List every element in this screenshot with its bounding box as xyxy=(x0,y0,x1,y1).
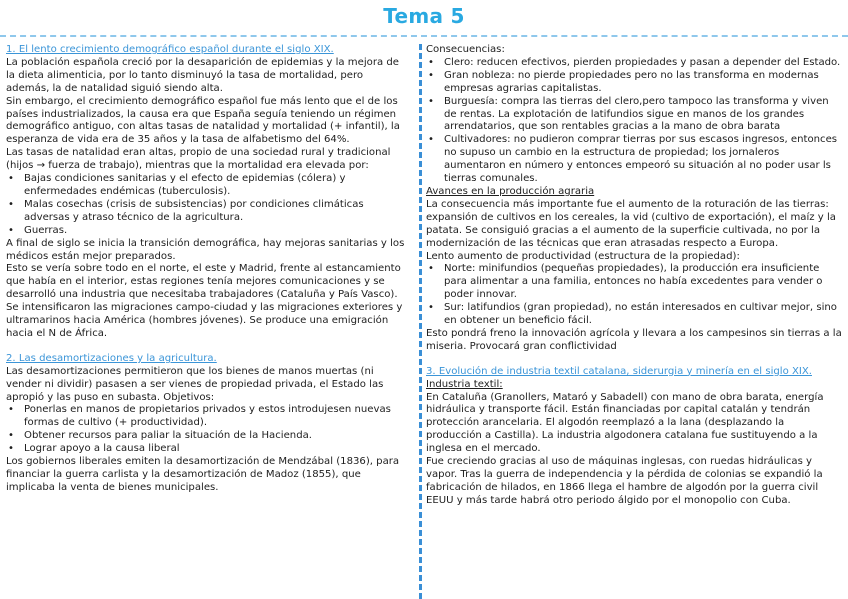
s2-goals-list xyxy=(6,404,409,456)
avances-paragraph-2: Lento aumento de productividad (estructura de la propiedad): xyxy=(426,250,740,262)
s1-paragraph-6: Se intensificaron las migraciones campo-ciudad y las migraciones exteriores y ultramarinos hacia América (hombres jóvenes). Se produce una emigración hacia el N de África. xyxy=(6,302,403,339)
s3-paragraph-1: En Cataluña (Granollers, Mataró y Sabadell) con mano de obra barata, energía hidráulica y transporte fácil. Están financiadas por capital catalán y tendrán protección arancelaria. El algodón reemplazó a la lana (desplazando la producción a Castilla). La industria algodonera catalana fue sustituyendo a la inglesa en el mercado. xyxy=(426,391,824,455)
consequences-list xyxy=(426,57,842,186)
section-3-heading: 3. Evolución de industria textil catalana, siderurgia y minería en el siglo XIX. xyxy=(426,365,812,377)
list-item: • Ponerlas en manos de propietarios privados y estos introdujesen nuevas formas de cultivo (+ productividad). xyxy=(6,404,409,430)
list-item: • Malas cosechas (crisis de subsistencias) por condiciones climáticas adversas y atraso técnico de la agricultura. xyxy=(6,199,409,225)
avances-paragraph-3: Esto pondrá freno la innovación agrícola y llevara a los campesinos sin tierras a la miseria. Provocará gran conflictividad xyxy=(426,327,842,352)
s1-causes-list xyxy=(6,173,409,238)
list-item: • Burguesía: compra las tierras del clero,pero tampoco las transforma y viven de rentas. La explotación de latifundios sigue en manos de los grandes arrendatarios, que son rentables gracias a la mano de obra barata xyxy=(426,96,842,135)
s3-paragraph-2: Fue creciendo gracias al uso de máquinas inglesas, con ruedas hidráulicas y vapor. Tras la guerra de independencia y la pérdida de colonias se expandió la fabricación de hilados, en 1866 llega el hambre de algodón por la guerra civil EEUU y más tarde habrá otro periodo álgido por el monopolio con Cuba. xyxy=(426,456,823,506)
avances-list xyxy=(426,263,842,328)
right-column xyxy=(426,44,842,508)
title-divider xyxy=(0,35,848,37)
s2-paragraph-2: Los gobiernos liberales emiten la desamortización de Mendzábal (1836), para financiar la guerra carlista y la desamortización de Madoz (1855), que implicaba la venta de bienes municipales. xyxy=(6,456,400,493)
page-title: Tema 5 xyxy=(383,4,465,28)
s2-paragraph-1: Las desamortizaciones permitieron que los bienes de manos muertas (ni vender ni dividir) pasasen a ser vienes de propiedad privada, el Estado las apropió y las puso en subasta. Objetivos: xyxy=(6,365,384,403)
s1-paragraph-5: Esto se vería sobre todo en el norte, el este y Madrid, frente al estancamiento que había en el interior, estas regiones tenía mejores comunicaciones y se desarrolló una industria que necesitaba trabajadores (Cataluña y País Vasco). xyxy=(6,263,401,301)
spacer xyxy=(426,354,842,366)
list-item: • Obtener recursos para paliar la situación de la Hacienda. xyxy=(6,430,409,443)
consequences-label: Consecuencias: xyxy=(426,44,505,55)
section-1-heading: 1. El lento crecimiento demográfico español durante el siglo XIX. xyxy=(6,44,334,55)
industria-textil-subheading: Industria textil: xyxy=(426,378,503,390)
avances-paragraph-1: La consecuencia más importante fue el aumento de la roturación de las tierras: expansión de cultivos en los cereales, la vid (cultivo de exportación), el maíz y la patata. Se consiguió gracias a el aumento de la superficie cultivada, no por la modernización de las técnicas que eran atrasadas respecto a Europa. xyxy=(426,198,836,249)
avances-heading: Avances en la producción agraria xyxy=(426,185,595,197)
list-item: • Norte: minifundios (pequeñas propiedades), la producción era insuficiente para alimentar a una familia, entonces no había excedentes para vender o poder innovar. xyxy=(426,263,842,302)
column-divider xyxy=(419,44,422,599)
s1-paragraph-2: Sin embargo, el crecimiento demográfico español fue más lento que el de los países industrializados, la causa era que España seguía teniendo un régimen demográfico antiguo, con altas tasas de natalidad y mortalidad (+ infantil), la esperanza de vida era de 35 años y la tasa de alfabetismo del 64%. xyxy=(6,95,400,146)
section-2-heading: 2. Las desamortizaciones y la agricultura. xyxy=(6,352,217,364)
s1-paragraph-4: A final de siglo se inicia la transición demográfica, hay mejoras sanitarias y los médicos están mejor preparados. xyxy=(6,237,405,262)
list-item: • Gran nobleza: no pierde propiedades pero no las transforma en modernas empresas agrarias capitalistas. xyxy=(426,70,842,96)
s1-paragraph-1: La población española creció por la desaparición de epidemias y la mejora de la dieta alimenticia, por lo tanto disminuyó la tasa de mortalidad, pero además, la de natalidad siguió siendo alta. xyxy=(6,56,399,94)
left-column xyxy=(6,44,409,495)
list-item: • Lograr apoyo a la causa liberal xyxy=(6,443,409,456)
list-item: • Bajas condiciones sanitarias y el efecto de epidemias (cólera) y enfermedades endémicas (tuberculosis). xyxy=(6,173,409,199)
s1-paragraph-3: Las tasas de natalidad eran altas, propio de una sociedad rural y tradicional (hijos → fuerza de trabajo), mientras que la mortalidad era elevada por: xyxy=(6,147,391,172)
list-item: • Guerras. xyxy=(6,225,409,238)
list-item: • Cultivadores: no pudieron comprar tierras por sus escasos ingresos, entonces no supuso un cambio en la estructura de propiedad; los jornaleros aumentaron en número y entonces empeoró su situación al no poder usar ls tierras comunales. xyxy=(426,134,842,186)
list-item: • Clero: reducen efectivos, pierden propiedades y pasan a depender del Estado. xyxy=(426,57,842,70)
list-item: • Sur: latifundios (gran propiedad), no están interesados en cultivar mejor, sino en obtener un beneficio fácil. xyxy=(426,302,842,328)
spacer xyxy=(6,341,409,353)
